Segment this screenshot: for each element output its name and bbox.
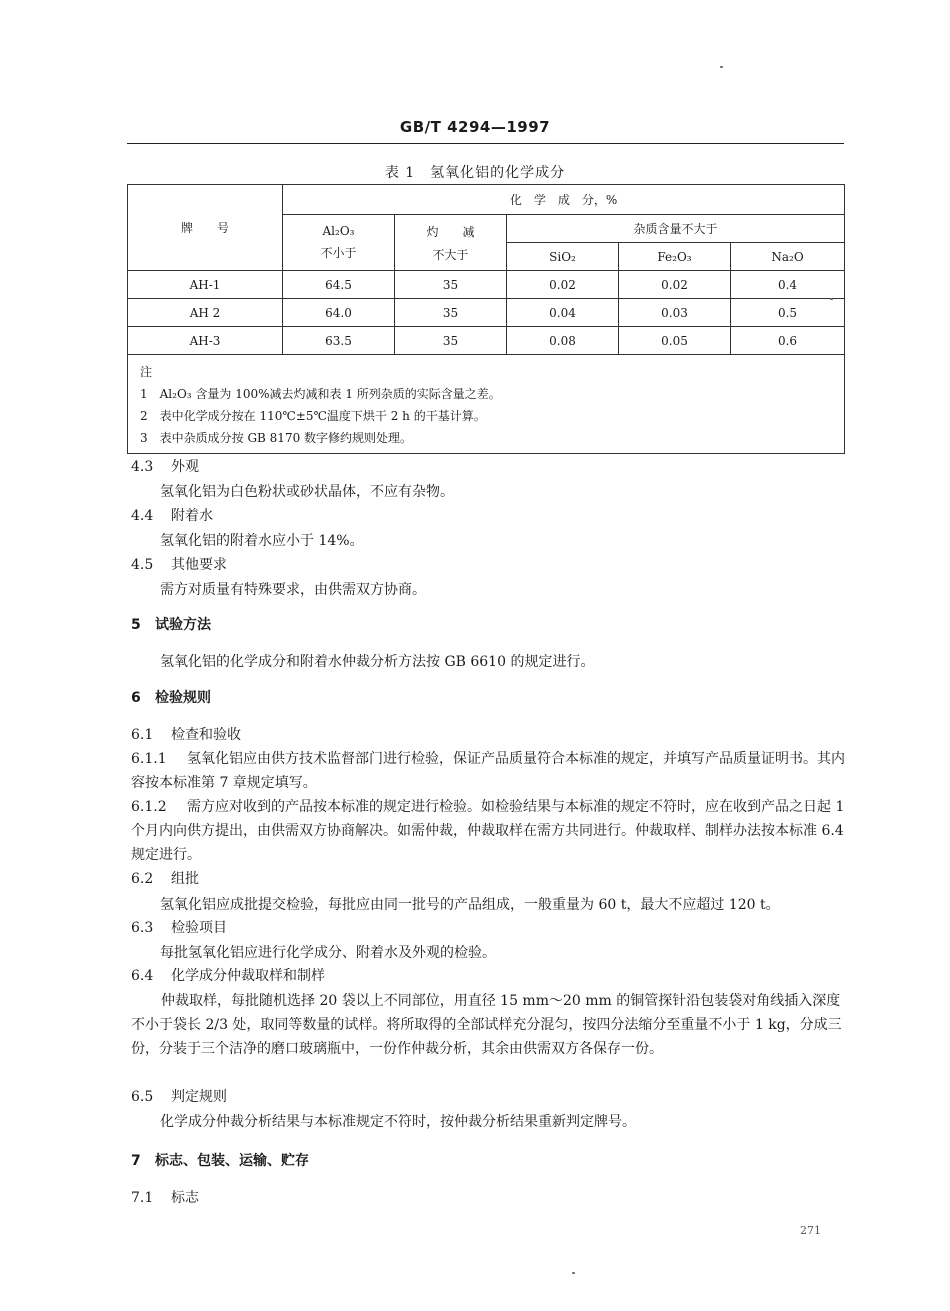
section-4-5-text: 需方对质量有特殊要求，由供需双方协商。 <box>160 582 426 598</box>
grade-header: 牌 号 <box>128 185 283 271</box>
note-2: 2 表中化学成分按在 110℃±5℃温度下烘干 2 h 的干基计算。 <box>140 409 486 423</box>
na2o-cell: 0.5 <box>731 299 845 327</box>
table-row <box>128 271 845 299</box>
section-text: 氢氧化铝应由供方技术监督部门进行检验，保证产品质量符合本标准的规定，并填写产品质量证明书。其内容按本标准第 7 章规定填写。 <box>131 751 845 791</box>
section-6-2-heading <box>131 869 199 889</box>
fe2o3-header: Fe₂O₃ <box>619 243 731 271</box>
na2o-cell: 0.6 <box>731 327 845 355</box>
section-4-3-heading <box>131 457 199 477</box>
section-6-3-text: 每批氢氧化铝应进行化学成分、附着水及外观的检验。 <box>160 945 496 961</box>
al2o3-header-limit: 不小于 <box>320 246 357 260</box>
section-number: 6.1.1 <box>131 751 167 767</box>
fe2o3-cell: 0.02 <box>619 271 731 299</box>
standard-code-header: GB/T 4294—1997 <box>399 118 551 136</box>
notes-title: 注 <box>140 365 153 379</box>
section-number: 6.4 <box>131 968 154 984</box>
header-rule <box>127 143 844 144</box>
section-title: 检验项目 <box>171 920 227 936</box>
na2o-cell: 0.4 <box>731 271 845 299</box>
page-number: 271 <box>800 1224 821 1237</box>
section-4-4-text: 氢氧化铝的附着水应小于 14%。 <box>160 533 364 549</box>
al2o3-cell: 64.0 <box>283 299 395 327</box>
section-number: 6.5 <box>131 1089 154 1105</box>
sio2-cell: 0.02 <box>507 271 619 299</box>
scan-speck <box>720 66 723 68</box>
grade-cell: AH-1 <box>128 271 283 299</box>
section-number: 4.3 <box>131 459 154 475</box>
section-number: 7 <box>131 1153 141 1169</box>
grade-cell: AH-3 <box>128 327 283 355</box>
sio2-cell: 0.04 <box>507 299 619 327</box>
table-row <box>128 327 845 355</box>
loi-cell: 35 <box>395 327 507 355</box>
section-text: 需方应对收到的产品按本标准的规定进行检验。如检验结果与本标准的规定不符时，应在收到产品之日起 1 个月内向供方提出，由供需双方协商解决。如需仲裁，仲裁取样在需方共同进行。仲裁取样、制样办法按本标准 6.4 规定进行。 <box>131 799 845 863</box>
al2o3-header-name: Al₂O₃ <box>322 224 355 238</box>
al2o3-header <box>283 215 395 271</box>
loi-cell: 35 <box>395 271 507 299</box>
section-title: 试验方法 <box>155 617 211 633</box>
impurity-header: 杂质含量不大于 <box>507 215 845 243</box>
section-title: 附着水 <box>171 508 213 524</box>
sio2-cell: 0.08 <box>507 327 619 355</box>
section-6-1-2 <box>131 795 846 867</box>
composition-header: 化 学 成 分，% <box>283 185 845 215</box>
section-6-5-text: 化学成分仲裁分析结果与本标准规定不符时，按仲裁分析结果重新判定牌号。 <box>160 1114 636 1130</box>
section-number: 6.1.2 <box>131 799 167 815</box>
composition-table <box>127 184 845 454</box>
section-title: 标志、包装、运输、贮存 <box>155 1153 309 1169</box>
section-6-heading <box>131 688 211 708</box>
loi-header <box>395 215 507 271</box>
section-number: 6.2 <box>131 871 154 887</box>
section-5-text: 氢氧化铝的化学成分和附着水仲裁分析方法按 GB 6610 的规定进行。 <box>160 654 595 670</box>
section-title: 化学成分仲裁取样和制样 <box>171 968 325 984</box>
composition-table-wrapper <box>127 184 844 454</box>
section-number: 6.1 <box>131 727 154 743</box>
section-title: 组批 <box>171 871 199 887</box>
section-6-3-heading <box>131 918 227 938</box>
scan-speck <box>830 298 833 300</box>
section-4-3-text: 氢氧化铝为白色粉状或砂状晶体，不应有杂物。 <box>160 484 454 500</box>
fe2o3-cell: 0.05 <box>619 327 731 355</box>
section-6-1-1 <box>131 747 846 795</box>
table-row <box>128 299 845 327</box>
section-title: 检查和验收 <box>171 727 241 743</box>
note-1: 1 Al₂O₃ 含量为 100%减去灼减和表 1 所列杂质的实际含量之差。 <box>140 387 501 401</box>
table-notes <box>128 355 845 454</box>
fe2o3-cell: 0.03 <box>619 299 731 327</box>
section-number: 7.1 <box>131 1190 154 1206</box>
section-title: 其他要求 <box>171 557 227 573</box>
loi-header-limit: 不大于 <box>432 247 469 262</box>
loi-cell: 35 <box>395 299 507 327</box>
section-number: 6 <box>131 690 141 706</box>
section-title: 检验规则 <box>155 690 211 706</box>
section-title: 外观 <box>171 459 199 475</box>
section-6-2-text: 氢氧化铝应成批提交检验，每批应由同一批号的产品组成，一般重量为 60 t，最大不应超过 120 t。 <box>160 897 780 913</box>
sio2-header: SiO₂ <box>507 243 619 271</box>
scan-speck <box>572 1272 575 1274</box>
section-6-1-heading <box>131 725 241 745</box>
section-4-4-heading <box>131 506 213 526</box>
loi-header-name: 灼 减 <box>426 224 475 239</box>
section-6-4-text: 仲裁取样，每批随机选择 20 袋以上不同部位，用直径 15 mm～20 mm 的铜管探针沿包装袋对角线插入深度不小于袋长 2/3 处，取同等数量的试样。将所取得的全部试样充分混匀，按四分法缩分至重量不小于 1 kg，分成三份，分装于三个洁净的磨口玻璃瓶中，一份作仲裁分析，其余由供需双方各保存一份。 <box>131 993 842 1057</box>
grade-cell: AH 2 <box>128 299 283 327</box>
section-6-5-heading <box>131 1087 227 1107</box>
section-5-heading <box>131 615 211 635</box>
table-caption: 表 1 氢氧化铝的化学成分 <box>384 165 566 181</box>
al2o3-cell: 64.5 <box>283 271 395 299</box>
note-3: 3 表中杂质成分按 GB 8170 数字修约规则处理。 <box>140 431 413 445</box>
section-6-4-heading <box>131 966 325 986</box>
section-number: 4.4 <box>131 508 154 524</box>
section-number: 4.5 <box>131 557 154 573</box>
section-4-5-heading <box>131 555 227 575</box>
section-title: 判定规则 <box>171 1089 227 1105</box>
section-7-1-heading <box>131 1188 199 1208</box>
na2o-header: Na₂O <box>731 243 845 271</box>
section-title: 标志 <box>171 1190 199 1206</box>
al2o3-cell: 63.5 <box>283 327 395 355</box>
section-7-heading <box>131 1151 309 1171</box>
section-number: 5 <box>131 617 141 633</box>
section-number: 6.3 <box>131 920 154 936</box>
